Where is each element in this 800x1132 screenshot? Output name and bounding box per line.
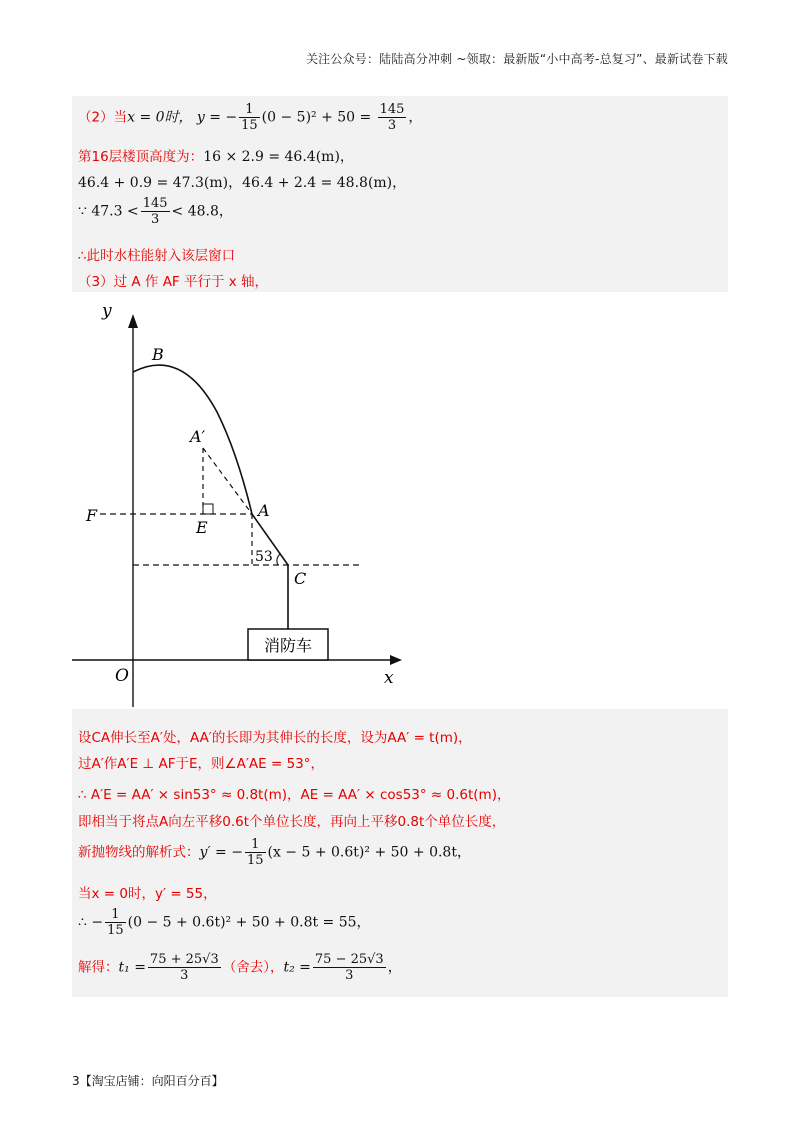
figure-svg bbox=[72, 292, 406, 709]
fraction-1-15: $\frac{1}{15}$ bbox=[241, 102, 258, 133]
point-a-prime-label: A′ bbox=[190, 427, 206, 446]
fraction-t1: $\frac{75 + 25√3}{3}$ bbox=[149, 952, 219, 983]
point-b-label: B bbox=[152, 345, 164, 364]
calculation-line: ∴ A′E = AA′ × sin53° ≈ 0.8t(m)，AE = AA′ × cos53° ≈ 0.6t(m)， bbox=[78, 787, 511, 803]
angle-arc-icon bbox=[277, 554, 280, 565]
fraction-145-3: $\frac{145}{3}$ bbox=[379, 102, 405, 133]
therefore-line: ∴ − $\frac{1}{15}$ (0 − 5 + 0.6t)² + 50 + 0.8t = 55， bbox=[78, 907, 371, 938]
perpendicular-line: 过A′作A′E ⊥ AF于E，则∠A′AE = 53°， bbox=[78, 756, 324, 772]
angle-label: 53 bbox=[255, 549, 273, 565]
page-footer: 3【淘宝店铺：向阳百分百】 bbox=[72, 1074, 224, 1088]
x-axis-label: x bbox=[384, 668, 394, 688]
parabola-figure bbox=[72, 292, 406, 709]
point-a-label: A bbox=[258, 501, 270, 520]
part2-line: （2）当x = 0时， y = − $\frac{1}{15}$ (0 − 5)² + 50 = $\frac{145}{3}$ ， bbox=[78, 102, 423, 133]
fraction-1-15-b: $\frac{1}{15}$ bbox=[246, 837, 264, 868]
solve-line: 解得：t₁ = $\frac{75 + 25√3}{3}$ （舍去），t₂ = $\frac{75 - 25√3}{3}$ ， bbox=[78, 952, 402, 983]
fraction-1-15-c: $\frac{1}{15}$ bbox=[107, 907, 124, 938]
y-axis-arrow-icon bbox=[128, 314, 138, 328]
page-header: 关注公众号：陆陆高分冲刺 ~领取：最新版“小中高考-总复习”、最新试卷下载 bbox=[305, 52, 728, 66]
when-x0-line: 当x = 0时，y′ = 55， bbox=[78, 886, 217, 902]
point-c-label: C bbox=[294, 569, 307, 588]
origin-label: O bbox=[115, 666, 129, 686]
point-e-label: E bbox=[196, 518, 208, 537]
since-line: ∵ 47.3 < $\frac{145}{3}$ < 48.8， bbox=[78, 196, 233, 227]
floor-height-line: 第16层楼顶高度为：16 × 2.9 = 46.4(m)， bbox=[78, 149, 354, 165]
fire-truck-label: 消防车 bbox=[263, 636, 313, 655]
y-axis-label: y bbox=[102, 301, 112, 321]
x-axis-arrow-icon bbox=[390, 655, 402, 665]
parabola-curve bbox=[133, 365, 288, 565]
right-angle-mark-icon bbox=[203, 504, 213, 514]
window-range-line: 46.4 + 0.9 = 47.3(m)，46.4 + 2.4 = 48.8(m)， bbox=[78, 175, 407, 191]
shift-line: 即相当于将点A向左平移0.6t个单位长度，再向上平移0.8t个单位长度， bbox=[78, 814, 506, 830]
fraction-t2: $\frac{75 - 25√3}{3}$ bbox=[314, 952, 384, 983]
point-f-label: F bbox=[86, 506, 98, 525]
fraction-145-3-b: $\frac{145}{3}$ bbox=[142, 196, 168, 227]
new-parabola-line: 新抛物线的解析式：y′ = − $\frac{1}{15}$ (x − 5 + 0.6t)² + 50 + 0.8t， bbox=[78, 837, 471, 868]
part3-intro-line: （3）过 A 作 AF 平行于 x 轴， bbox=[78, 274, 269, 290]
extend-line: 设CA伸长至A′处，AA′的长即为其伸长的长度，设为AA′ = t(m)， bbox=[78, 730, 472, 746]
conclusion-line: ∴此时水柱能射入该层窗口 bbox=[78, 248, 236, 264]
